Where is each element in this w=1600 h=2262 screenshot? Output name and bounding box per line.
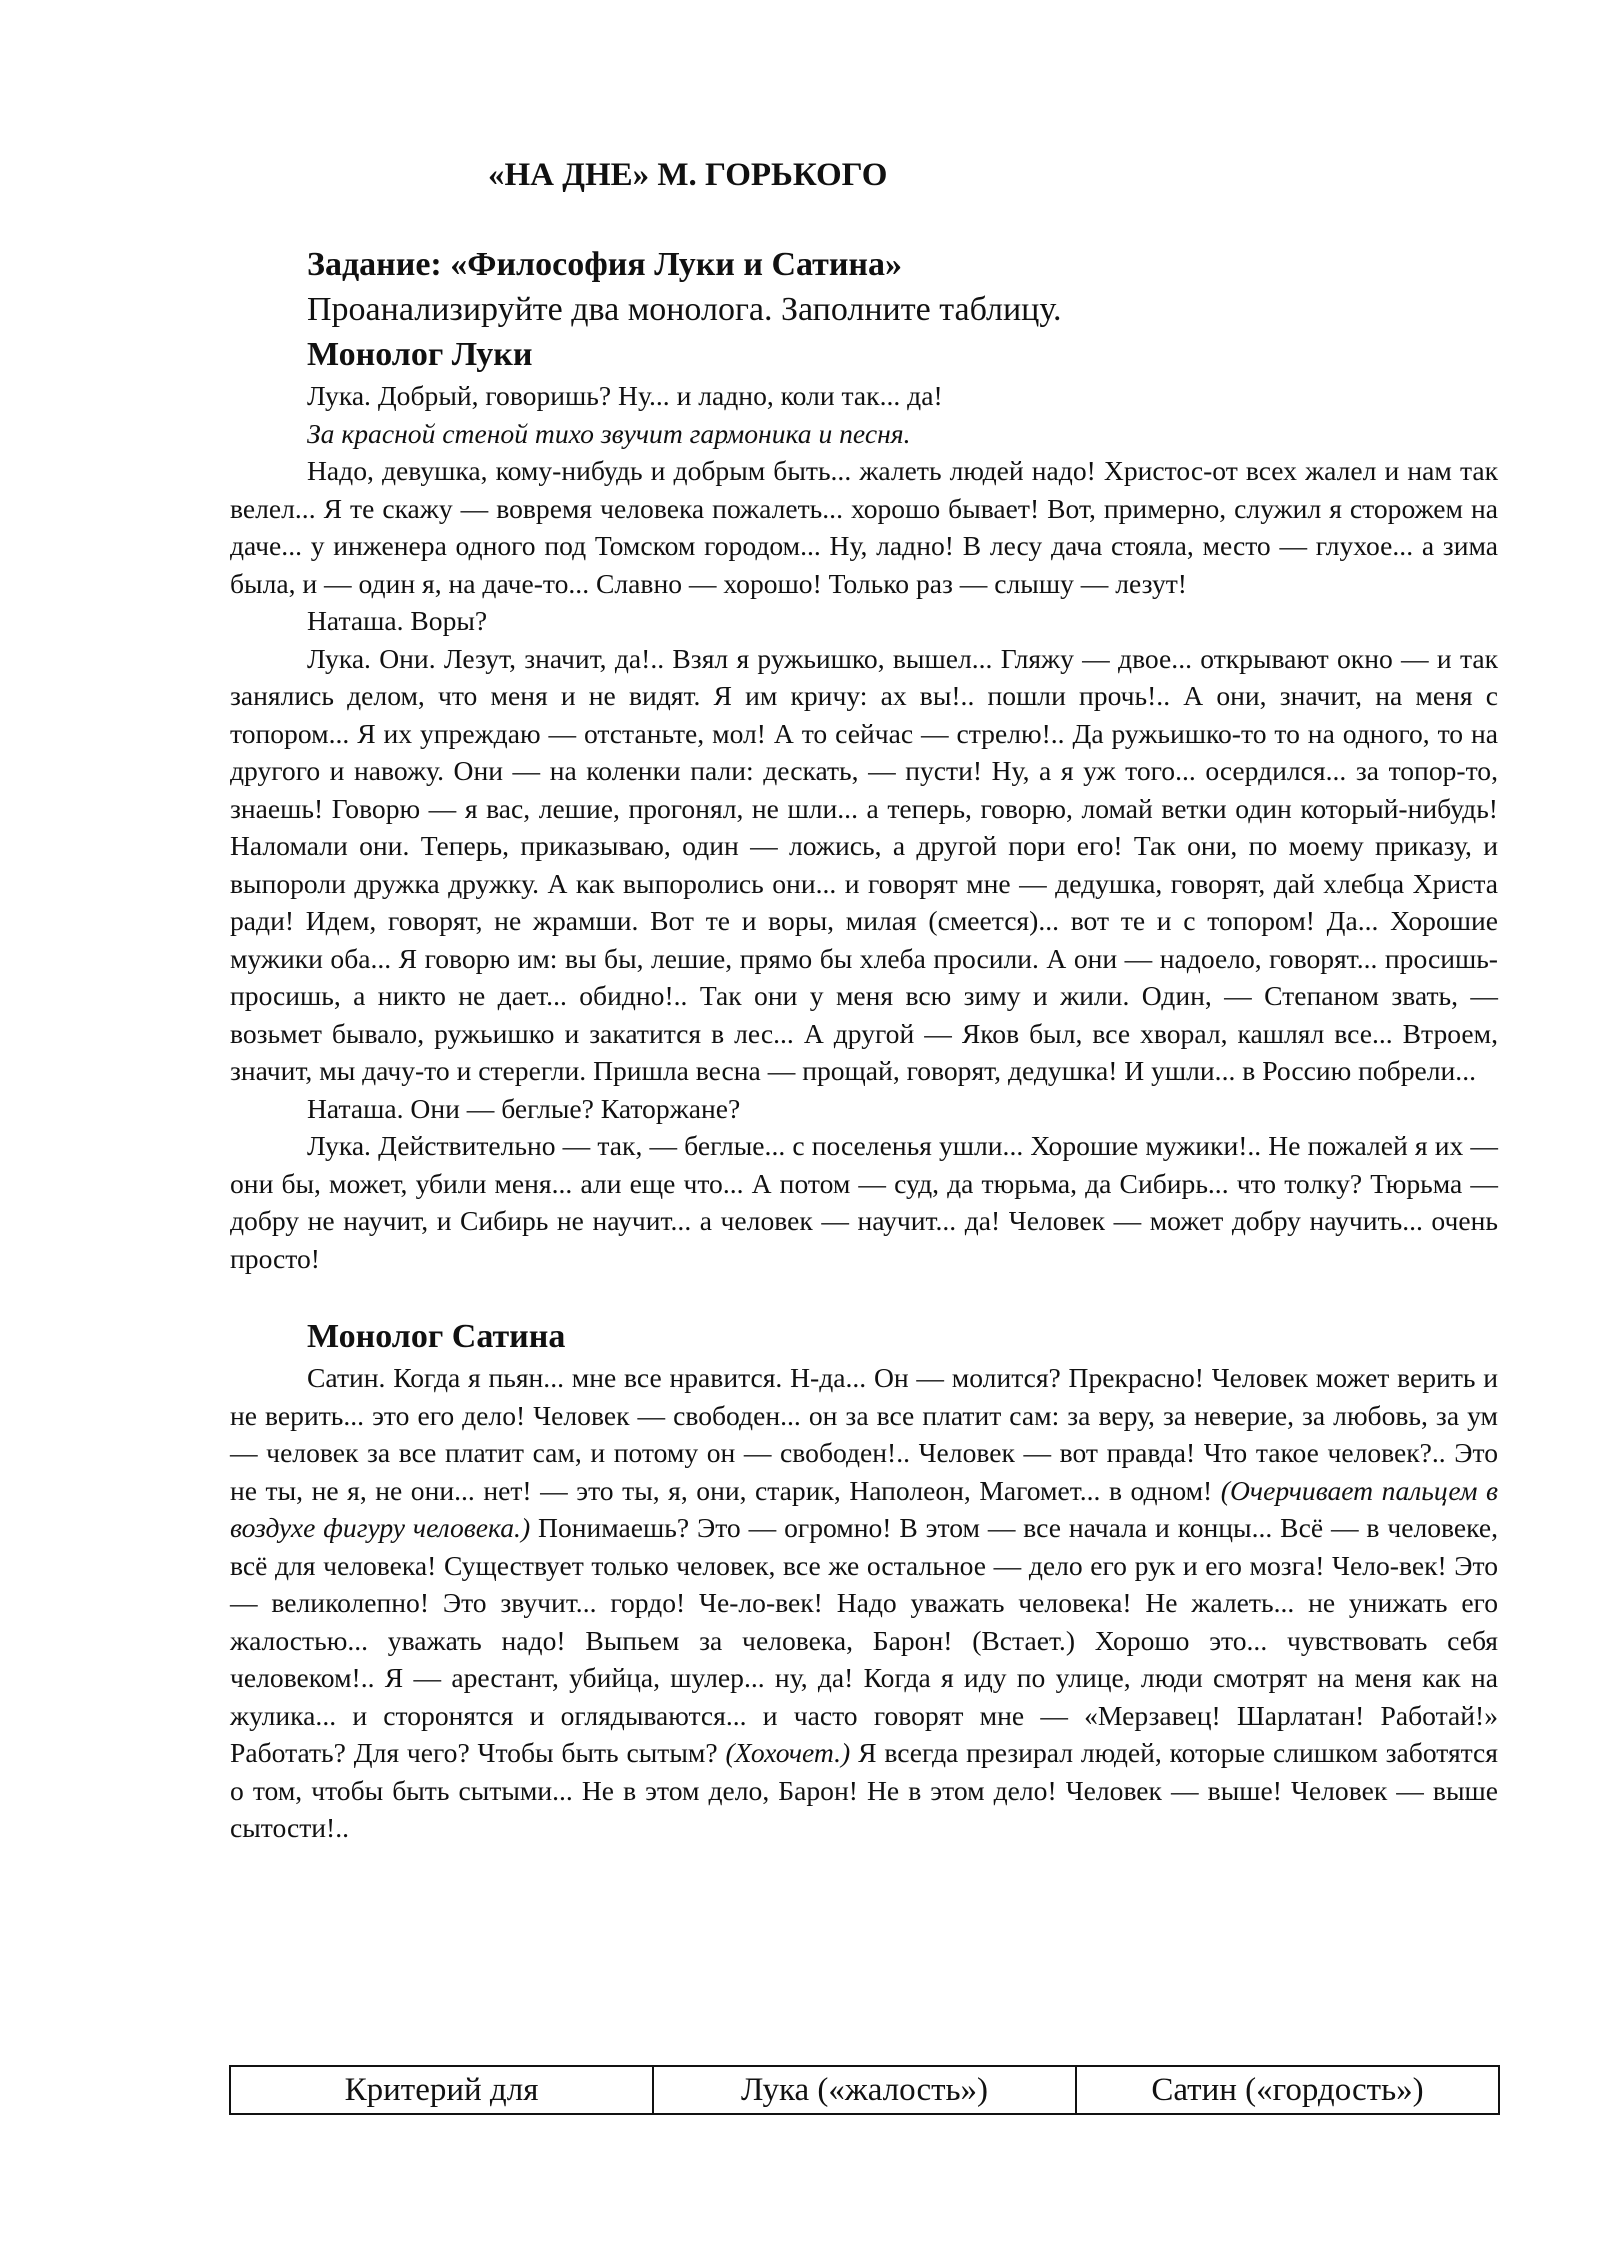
stage-direction: (Хохочет.) xyxy=(725,1737,851,1768)
satin-paragraph xyxy=(230,1359,1498,1847)
criteria-table xyxy=(229,2065,1500,2115)
satin-text-part: Сатин. Когда я пьян... мне все нравится. Н-да... Он — молится? Прекрасно! Человек может верить и не верить... это его дело! Человек — свободен... он за все платит сам: за веру, за неверие, за любовь, за ум — человек за все платит сам, и потому он — свободен!.. Человек — вот правда! Что такое человек?.. Это не ты, не я, не они... нет! — это ты, я, они, старик, Наполеон, Магомет... в одном! xyxy=(230,1362,1498,1506)
satin-monologue-heading: Монолог Сатина xyxy=(307,1318,566,1355)
document-title: «НА ДНЕ» М. ГОРЬКОГО xyxy=(488,157,888,193)
table-header-cell: Сатин («гордость») xyxy=(1076,2066,1499,2114)
stage-direction: За красной стеной тихо звучит гармоника и песня. xyxy=(307,417,911,449)
luka-paragraph: Лука. Действительно — так, — беглые... с поселенья ушли... Хорошие мужики!.. Не пожалей я их — они бы, может, убили меня... али еще что... А потом — суд, да тюрьма, да Сибирь... что толку? Тюрьма — добру не научит, и Сибирь не научит... а человек — научит... да! Человек — может добру научить... очень просто! xyxy=(230,1130,1498,1274)
section-spacer xyxy=(230,1277,1498,1314)
luka-paragraph: Лука. Добрый, говоришь? Ну... и ладно, коли так... да! xyxy=(307,380,943,411)
table-header-cell: Лука («жалость») xyxy=(653,2066,1076,2114)
document-page xyxy=(230,150,1498,1847)
natasha-line: Наташа. Они — беглые? Каторжане? xyxy=(307,1092,741,1124)
satin-text-part: Я всегда презирал людей, которые слишком заботятся о том, чтобы быть сытыми... Не в этом дело, Барон! Не в этом дело! Человек — выше! Человек — выше сытости!.. xyxy=(230,1737,1498,1843)
natasha-line: Наташа. Воры? xyxy=(307,605,488,636)
stage-direction: (Очерчивает пальцем в воздухе фигуру человека.) xyxy=(230,1474,1498,1543)
luka-monologue-heading: Монолог Луки xyxy=(307,336,533,373)
task-instruction: Проанализируйте два монолога. Заполните таблицу. xyxy=(307,291,1062,328)
satin-text-part: Понимаешь? Это — огромно! В этом — все начала и концы... Всё — в человеке, всё для человека! Существует только человек, все же остальное — дело его рук и его мозга! Чело-век! Это — великолепно! Это звучит... гордо! Че-ло-век! Надо уважать человека! Не жалеть... не унижать его жалостью... уважать надо! Выпьем за человека, Барон! (Встает.) Хорошо это... чувствовать себя человеком!.. Я — арестант, убийца, шулер... ну, да! Когда я иду по улице, люди смотрят на меня как на жулика... и сторонятся и оглядываются... и часто говорят мне — «Мерзавец! Шарлатан! Работай!» Работать? Для чего? Чтобы быть сытым? xyxy=(230,1512,1499,1768)
task-heading: Задание: «Философия Луки и Сатина» xyxy=(307,246,903,283)
table-header-cell: Критерий для xyxy=(230,2066,653,2114)
luka-paragraph: Лука. Они. Лезут, значит, да!.. Взял я ружьишко, вышел... Гляжу — двое... открывают окно — и так занялись делом, что меня и не видят. Я им кричу: ах вы!.. пошли прочь!.. А они, значит, на меня с топором... Я их упреждаю — отстаньте, мол! А то сейчас — стрелю!.. Да ружьишко-то то на одного, то на другого и навожу. Они — на коленки пали: дескать, — пусти! Ну, а я уж того... осердился... за топор-то, знаешь! Говорю — я вас, лешие, прогонял, не шли... а теперь, говорю, ломай ветки один который-нибудь! Наломали они. Теперь, приказываю, один — ложись, а другой пори его! Так они, по моему приказу, и выпороли дружка дружку. А как выпоролись они... и говорят мне — дедушка, говорят, дай хлебца Христа ради! Идем, говорят, не жрамши. Вот те и воры, милая (смеется)... вот те и с топором! Да... Хорошие мужики оба... Я говорю им: вы бы, лешие, прямо бы хлеба просили. А они — надоело, говорят... просишь-просишь, а никто не дает... обидно!.. Так они у меня всю зиму и жили. Один, — Степаном звать, — возьмет бывало, ружьишко и закатится в лес... А другой — Яков был, все хворал, кашлял все... Втроем, значит, мы дачу-то и стерегли. Пришла весна — прощай, говорят, дедушка! И ушли... в Россию побрели... xyxy=(230,642,1498,1086)
table-header-row xyxy=(230,2066,1499,2114)
luka-paragraph: Надо, девушка, кому-нибудь и добрым быть... жалеть людей надо! Христос-от всех жалел и нам так велел... Я те скажу — вовремя человека пожалеть... хорошо бывает! Вот, примерно, служил я сторожем на даче... у инженера одного под Томском городом... Ну, ладно! В лесу дача стояла, место — глухое... а зима была, и — один я, на даче-то... Славно — хорошо! Только раз — слышу — лезут! xyxy=(230,455,1498,599)
